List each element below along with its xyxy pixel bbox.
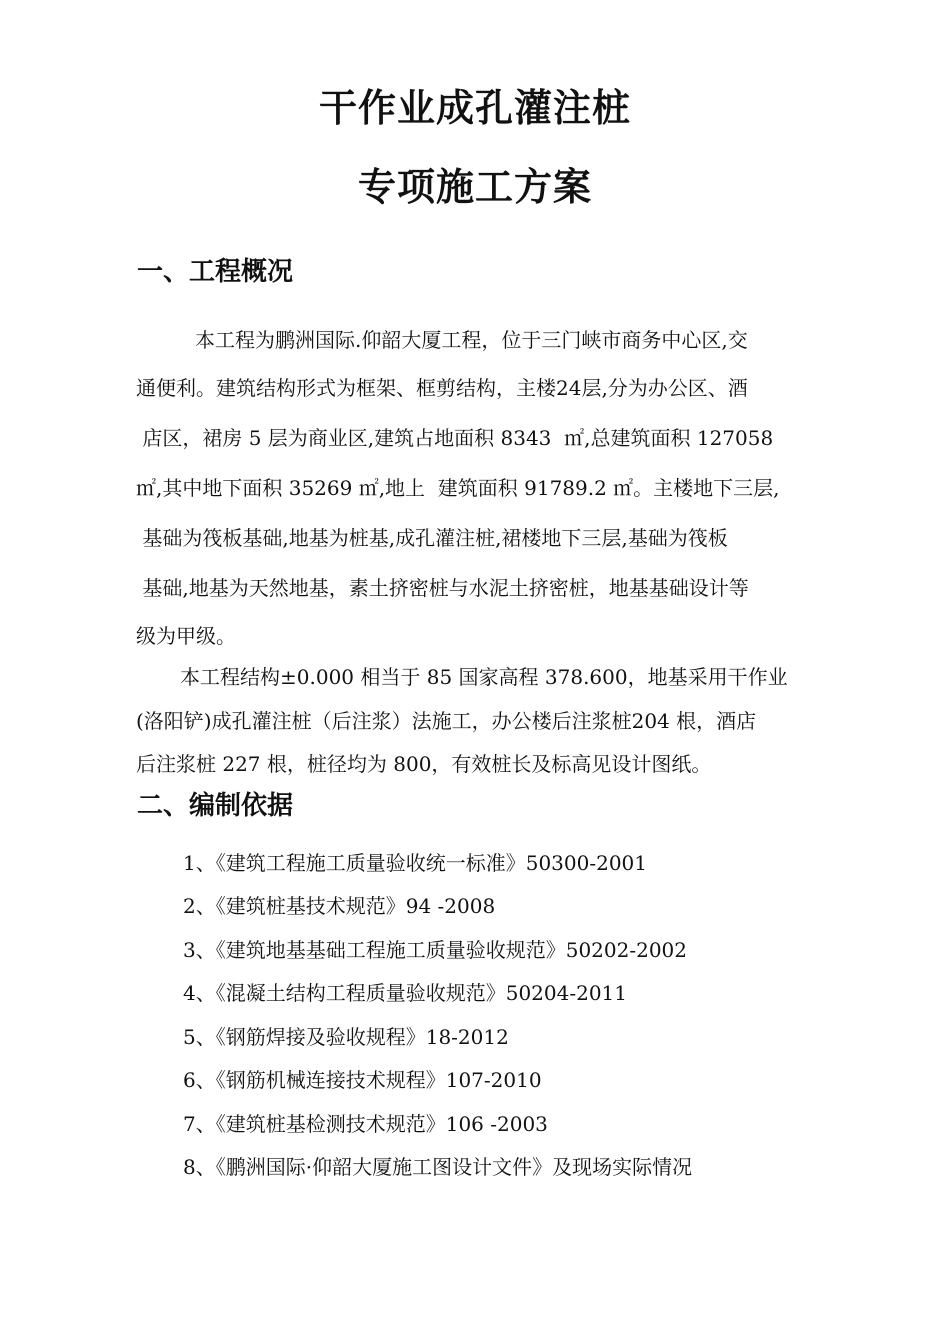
paragraph-line: 本工程结构±0.000 相当于 85 国家高程 378.600，地基采用干作业 — [180, 665, 788, 689]
paragraph-line: (洛阳铲)成孔灌注桩（后注浆）法施工，办公楼后注浆桩204 根，酒店 — [136, 709, 757, 733]
paragraph-line: 级为甲级。 — [136, 624, 236, 648]
paragraph-line: 基础为筏板基础,地基为桩基,成孔灌注桩,裙楼地下三层,基础为筏板 — [136, 526, 728, 550]
reference-item: 8、《鹏洲国际·仰韶大厦施工图设计文件》及现场实际情况 — [183, 1155, 693, 1179]
document-subtitle: 专项施工方案 — [357, 165, 592, 209]
paragraph-line: 基础,地基为天然地基，素土挤密桩与水泥土挤密桩，地基基础设计等 — [136, 576, 749, 600]
document-title: 干作业成孔灌注桩 — [318, 86, 631, 130]
section-heading-basis: 二、编制依据 — [137, 791, 294, 821]
reference-item: 5、《钢筋焊接及验收规程》18-2012 — [183, 1025, 509, 1049]
paragraph-line: ㎡,其中地下面积 35269 ㎡,地上 建筑面积 91789.2 ㎡。主楼地下三层, — [136, 476, 780, 500]
paragraph-line: 通便利。建筑结构形式为框架、框剪结构，主楼24层,分为办公区、酒 — [136, 376, 748, 400]
reference-item: 4、《混凝土结构工程质量验收规范》50204-2011 — [183, 981, 628, 1005]
reference-item: 3、《建筑地基基础工程施工质量验收规范》50202-2002 — [183, 938, 688, 962]
reference-item: 7、《建筑桩基检测技术规范》106 -2003 — [183, 1112, 548, 1136]
paragraph-line: 后注浆桩 227 根，桩径均为 800，有效桩长及标高见设计图纸。 — [136, 752, 712, 776]
reference-item: 1、《建筑工程施工质量验收统一标准》50300-2001 — [183, 851, 648, 875]
paragraph-line: 店区，裙房 5 层为商业区,建筑占地面积 8343 ㎡,总建筑面积 127058 — [136, 426, 774, 450]
reference-item: 6、《钢筋机械连接技术规程》107-2010 — [183, 1068, 542, 1092]
reference-item: 2、《建筑桩基技术规范》94 -2008 — [183, 894, 496, 918]
section-heading-overview: 一、工程概况 — [137, 257, 294, 287]
paragraph-line: 本工程为鹏洲国际.仰韶大厦工程，位于三门峡市商务中心区,交 — [195, 328, 748, 352]
